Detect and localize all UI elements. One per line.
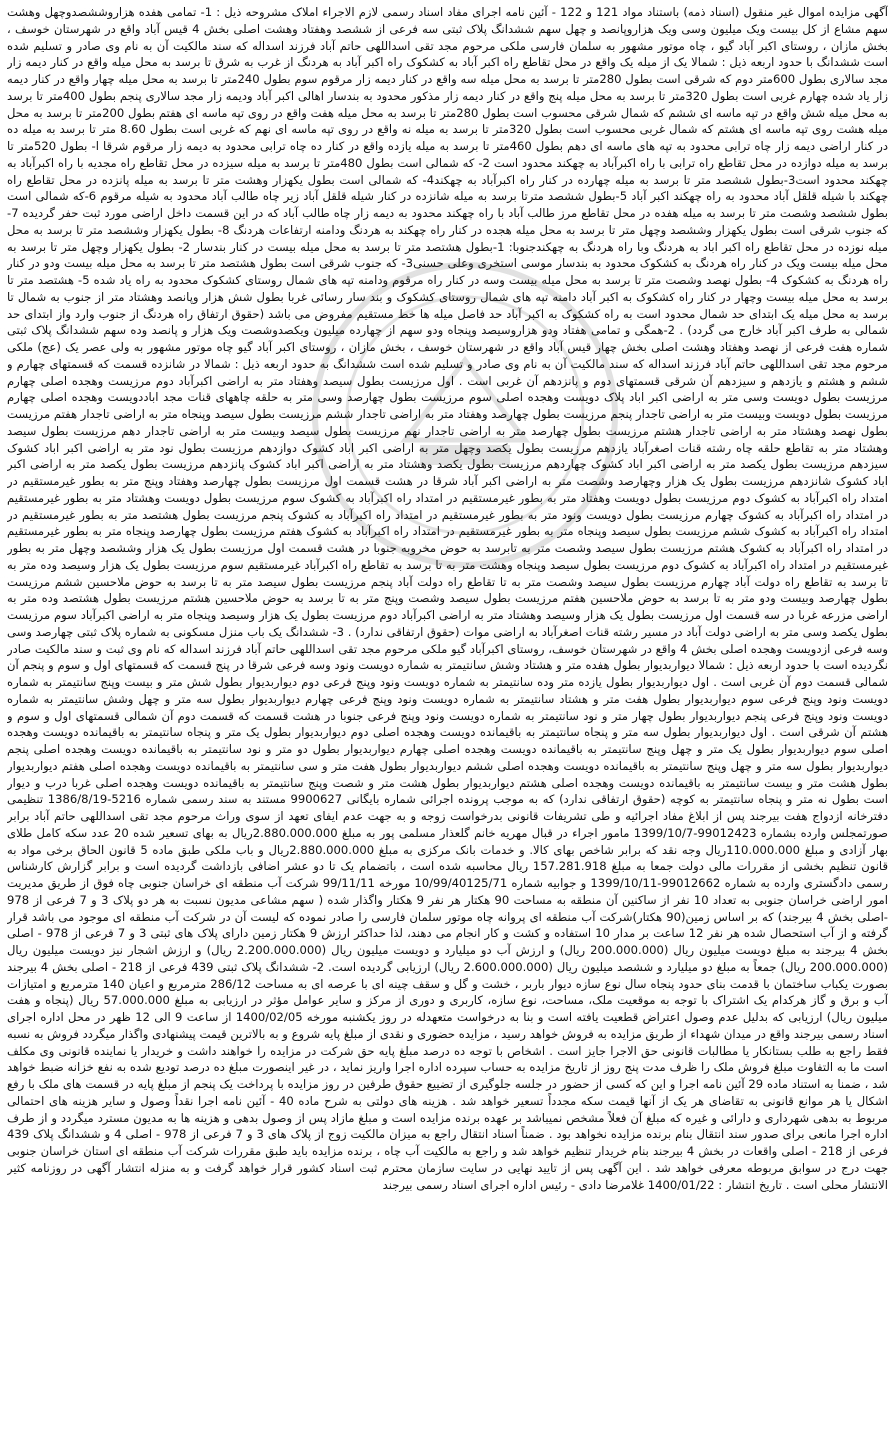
notice-body-text: آگهی مزایده اموال غیر منقول (اسناد ذمه) باستناد مواد 121 و 122 - آئین نامه اجرای مفاد اسناد رسمی لازم الاجراء املاک مشروحه ذیل : 1- تمامی هفده هزاروششصدوچهل وهشت سهم مشاع از کل بیست ویک میلیون وسی ویک هزاروپانصد و چهل سهم ششدانگ پلاک ثبتی سه فرعی از ششصد وهفتاد وهشت اصلی بخش 4 قیس آباد واقع در شهرستان خوسف ، بخش مازان ، روستای اکبر آباد گیو ، چاه موتور مشهور به سلمان فارسی ملکی مرحوم مجد تقی اسداللهی حاتم آباد فرزند اسداله که سند مالکیت آن به نام وی صادر و تسلیم شده است ششدانگ با حدود اربعه ذیل : شمالا یک از میله یک واقع در محل تقاطع راه اکبر آباد به کشکوک راه اکبر آباد به هردنگ از غرب به شرق تا برسد به محل میله واقع در کنار دیمه زار مجد سالاری بطول 600متر دوم که شرقی است بطول 280متر تا برسد به محل میله سه واقع در کنار دیمه زار مرقوم سوم بطول 240متر تا برسد به محل میله چهار واقع در کنار دیمه زار یاد شده چهارم غربی است بطول 320متر تا برسد به محل میله پنج واقع در کنار دیمه زار مذکور محدود به بندسار اهالی اکبر آباد ودیمه زار مجد سالاری پنجم بطول 400متر تا برسد به محل میله شش واقع در تپه ماسه ای ششم که شمال شرقی محسوب است بطول 280متر تا برسد به محل میله هفت واقع در روی تپه ماسه ای هفتم بطول 200متر تا برسد به محل میله هشت روی تپه ماسه ای هشتم که شمال غربی محسوب است بطول 320متر تا برسد به میله نه واقع در روی تپه ماسه ای نهم که غربی است بطول 8.60 متر تا برسد به میله ده در کنار اراضی دیمه زار چاه ترابی محدود به تپه های ماسه ای دهم بطول 460متر تا برسد به میله یازده واقع در کنار ده چاه ترابی محدود به دیمه زار مرقوم شرقا ا- بطول 520متر تا برسد به میله دوازده در محل تقاطع راه ترابی با راه اکبرآباد به چهکند محدود است 2- که شمالی است بطول 480متر تا برسد به میله سیزده در محل تقاطع راه مجدیه با راه اکبرآباد به چهکند محدود است3-بطول ششصد متر تا برسد به میله چهارده در کنار راه اکبرآباد به چهکند4- که شمالی است بطول یکهزار وهشت متر تا برسد به میله پانزده در محل تقاطع راه چهکند با شیله قلقل آباد محدود به راه چهکند اکبر آباد 5-بطول ششصد مترتا برسد به میله شانزده در کنار شیله قلقل آباد زیر چاه طالب آباد محدود به شیله مرقوم 6-که شمالی است بطول ششصد وشصت متر تا برسد به میله هفده در محل تقاطع مرز طالب آباد با راه چهکند محدود به دیمه زار چاه طالب آباد که در این قسمت داخل اراضی مورد ثبت حفر گردیده 7- که جنوب شرقی است بطول یکهزار وششصد وچهل متر تا برسد به محل میله هجده در کنار راه چهکند به هردنگ ودامنه ارتفاعات هردنگ 8- بطول یکهزار وششصد متر تا برسد به محل میله نوزده در محل تقاطع راه اکبر اباد به هردنگ وبا راه هردنگ به چهکندجنوبا: 1-بطول هشتصد متر تا برسد به محل میله بیست در کنار بندسار 2- بطول یکهزار وچهل متر تا برسد به محل میله بیست ویک در کنار راه هردنگ به کشکوک محدود به بندسار موسی استخری وعلی حسنی3- که جنوب شرقی است بطول هشتصد متر تا برسد به محل میله بیست ودو در کنار راه هردنگ به کشکوک 4- بطول نهصد وشصت متر تا برسد به محل میله بیست وسه در کنار راه مرقوم ودامنه تپه های شمال روستای کشکوک محدود به راه یاد شده 5- هشتصد متر تا برسد به محل میله بیست وچهار در کنار راه کشکوک به اکبر آباد دامنه تپه های شمال روستای کشکوک و بند سار رسائی غربا بطول شش هزار وپانصد وهشتاد متر از جنوب به شمال تا برسد به محل میله یک ابتدای حد شمال محدود است به راه کشکوک به اکبر آباد حد فاصل میله ها خط مستقیم مفروض می باشد (حقوق ارتفاق راه هردنگ از جنوب وارد واز ابتدای حد شمالی به طرف اکبر آباد خارج می گردد) . 2-همگی و تمامی هفتاد ودو هزاروسیصد وپنجاه ودو سهم از چهارده میلیون ویکصدوشصت ویک هزار و پانصد وده سهم ششدانگ پلاک ثبتی شماره هفت فرعی از نهصد وهفتاد وهشت اصلی بخش چهار قیس آباد واقع در شهرستان خوسف ، بخش مازان ، روستای اکبر آباد گیو چاه موتور مشهور به ولی عصر یک (عج) ملکی مرحوم مجد تقی اسداللهی حاتم آباد فرزند اسداله که سند مالکیت آن به نام وی صادر و تسلیم شده است ششدانگ به حدود اربعه ذیل : شمالا در شانزده قسمت که قسمتهای چهارم و ششم و هشتم و یازدهم و سیزدهم آن شرقی قسمتهای دوم و پانزدهم آن غربی است . اول مرزیست بطول سیصد وهفتاد متر به اراضی اکبرآباد دوم مرزیست وهجده اصلی چهارم مرزیست بطول دویست وسی متر به اراضی اکبر اباد پلاک دویست وهجده اصلی سوم مرزیست بطول چهارصد وسی متر به حلقه چاههای قنات مجد اباددویست وهجده اصلی چهارم مرزیست بطول دویست وبیست متر به اراضی تاجدار پنجم مرزیست بطول چهارصد وهفتاد متر به اراضی تاجدار ششم مرزیست بطول سیصد وپنجاه متر به اراضی تاجدار هفتم مرزیست بطول نهصد وهشتاد متر به اراضی تاجدار هشتم مرزیست بطول چهارصد متر به اراضی تاجدار نهم مرزیست بطول سیصد وبیست متر به اراضی تاجدار دهم مرزیست بطول سیصد وهشتاد متر به تقاطع حلقه چاه رشته قنات اصغرآباد یازدهم مرزیست بطول یکصد وچهل متر به اراضی اکبر اباد کشوک دوازدهم مرزیست بطول نود متر به اراضی اکبر اباد کشوک سیزدهم مرزیست بطول یکصد متر به اراضی اکبر اباد کشوک چهاردهم مرزیست بطول یکصد وهشتاد متر به اراضی اکبر اباد کشوک پانزدهم مرزیست بطول یکصد متر به اراضی اکبر اباد کشوک شانزدهم مرزیست بطول یک هزار وچهارصد وشصت متر به اراضی اکبر آباد شرقا در هشت قسمت اول مرزیست بطول چهارصد وهفتاد وپنج متر به بطور غیرمستقیم در امتداد راه اکبرآباد به کشوک دوم مرزیست بطول دویست وهفتاد متر به بطور غیرمستقیم در امتداد راه اکبرآباد به کشوک سوم مرزیست بطول دویست وهشتاد متر به بطور غیرمستقیم در امتداد راه اکبرآباد به کشوک چهارم مرزیست بطول دویست ونود متر به بطور غیرمستقیم در امتداد راه اکبرآباد به کشوک پنجم مرزیست بطول هشتصد متر به بطور غیرمستقیم در امتداد راه اکبرآباد به کشوک ششم مرزیست بطول سیصد وپنجاه متر به بطور غیرمستقیم در امتداد راه اکبرآباد به کشوک هفتم مرزیست بطول چهارصد وپنجاه متر به بطور غیرمستقیم در امتداد راه اکبرآباد به کشوک هشتم مرزیست بطول سیصد وشصت متر به تابرسد به حوض مخروبه جنوبا در هشت قسمت اول مرزیست بطول یک هزار وششصد وچهل متر به بطور غیرمستقیم در امتداد راه اکبرآباد به کشوک دوم مرزیست بطول سیصد وپنجاه وهشت متر به تا برسد به تقاطع راه اکبرآباد غیرمستقیم سوم مرزیست بطول یک هزار وسیصد وده متر به تا برسد به تقاطع راه دولت آباد چهارم مرزیست بطول سیصد وشصت متر به تا تقاطع راه دولت آباد پنجم مرزیست بطول سیصد متر به تا برسد به حوض ملاحسین ششم مرزیست بطول چهارصد وبیست ودو متر به تا برسد به حوض ملاحسین هفتم مرزیست بطول سیصد وشصت وپنج متر به تا برسد به حوض ملاحسین هشتم مرزیست بطول هشتصد وده متر به اراضی مزرعه غربا در سه قسمت اول مرزیست بطول یک هزار وسیصد وهشتاد متر به اراضی اکبرآباد دوم مرزیست بطول یک هزار وسیصد وپنجاه متر به اراضی اکبرآباد سوم مرزیست بطول یکصد وسی متر به اراضی دولت آباد در مسیر رشته قنات اصغرآباد به اراضی موات (حقوق ارتفاقی ندارد) . 3- ششدانگ یک باب منزل مسکونی به شماره پلاک ثبتی چهارصد وسی وسه فرعی ازدویست وهجده اصلی بخش 4 واقع در شهرستان خوسف، روستای اکبرآباد گیو ملکی مرحوم مجد تقی اسداللهی حاتم آباد فرزند اسداله که نام وی ثبت و سند مالکیت صادر نگردیده است با حدود اربعه ذیل : شمالا دیواربدیوار بطول هفده متر و هشتاد وشش سانتیمتر به شماره دویست ونود وسه فرعی شرقا در پنج قسمت که قسمتهای اول و سوم و پنجم آن شمالی قسمت دوم آن غربی است . اول دیواربدیوار بطول یازده متر وده سانتیمتر به شماره دویست ونود وپنج فرعی دوم دیواربدیوار بطول شش متر و بیست وپنج سانتیمتر به شماره دویست ونود وپنج فرعی سوم دیواربدیوار بطول هفت متر و هشتاد سانتیمتر به شماره دویست ونود وپنج فرعی چهارم دیواربدیوار بطول سه متر و چهل وشش سانتیمتر به شماره دویست ونود وپنج فرعی پنجم دیواربدیوار بطول چهار متر و نود سانتیمتر به شماره دویست ونود وپنج فرعی جنوبا در هشت قسمت که قسمت دوم آن شمالی قسمتهای اول و سوم و هشتم آن شرقی است . اول دیواربدیوار بطول سه متر و پنجاه سانتیمتر به باقیمانده دویست وهجده اصلی دوم دیواربدیوار بطول یک متر و پنجاه سانتیمتر به باقیمانده دویست وهجده اصلی سوم دیواربدیوار بطول یک متر و چهل وپنج سانتیمتر به باقیمانده دویست وهجده اصلی چهارم دیواربدیوار بطول دو متر و نود سانتیمتر به باقیمانده دویست وهجده اصلی پنجم دیواربدیوار بطول سه متر و چهل وپنج سانتیمتر به باقیمانده دویست وهجده اصلی ششم دیواربدیوار بطول هفت متر و سی سانتیمتر به باقیمانده دویست وهجده اصلی هفتم دیواربدیوار بطول هشت متر و بیست سانتیمتر به باقیمانده دویست وهجده اصلی هشتم دیواربدیوار بطول هشت متر و شصت وپنج سانتیمتر به باقیمانده دویست وهجده اصلی غربا درب و دیوار است بطول نه متر و پنجاه سانتیمتر به کوچه (حقوق ارتفاقی ندارد) که به موجب پرونده اجرائی شماره بایگانی 9900627 مستند به سند رسمی شماره 5216-1386/8/19 تنظیمی دفترخانه ازدواج هفت بیرجند پس از ابلاغ مفاد اجرائیه و طی تشریفات قانونی بدرخواست زوجه و به جهت عدم ایفای تعهد از سوی وراث مرحوم مجد تقی اسداللهی حاتم آباد برابر صورتمجلس وارده بشماره 99012423-1399/10/7 مامور اجراء در قبال مهریه خانم گلعذار مسلمی پور به مبلغ 2.880.000.000ریال به بهای تسعیر شده 20 عدد سکه کامل طلای بهار آزادی و مبلغ 110.000.000ریال وجه نقد که برابر شاخص بهای کالا. و خدمات بانک مرکزی به مبلغ 2.880.000.000ریال و باب ملکی طبق ماده 5 قانون الحاق برخی مواد به قانون تنظیم بخشی از مقررات مالی دولت جمعا به مبلغ 157.281.918 ریال محاسبه شده است ، باتضمام یک تا دو عشر اضافی بازداشت گردیده است و برابر گزارش کارشناس رسمی دادگستری وارده به شماره 99012662-1399/10/11 و جوابیه شماره 10/99/40125/71 مورخه 99/11/11 شرکت آب منطقه ای خراسان جنوبی چاه فوق از طریق مدیریت امور اراضی خراسان جنوبی به تعداد 10 نفر از ساکنین آن منطقه به مساحت 90 هکتار هر نفر 9 هکتار واگذار شده ( سهم مشاعی مدیون نسبت به هر دو پلاک 3 و 7 فرعی از 978 -اصلی بخش 4 بیرجند) که بر اساس زمین(90 هکتار)شرکت آب منطقه ای پروانه چاه موتور سلمان فارسی را صادر نموده که لیست آن در شرکت آب منطقه ای موجود می باشد قرار گرفته و از آب استحصال شده هر نفر 12 ساعت بر مدار 10 استفاده و کشت و کار انجام می دهند، لذا حداکثر ارزش 9 هکتار زمین دارای پلاک های ثبتی 3 و 7 فرعی از 978 - اصلی بخش 4 بیرجند به مبلغ دویست میلیون ریال (200.000.000 ریال) و ارزش آب دو میلیارد و دویست میلیون ریال (2.200.000.000 ریال) و ارزش اشجار نیز دویست میلیون ریال (200.000.000 ریال) جمعاً به مبلغ دو میلیارد و ششصد میلیون ریال (2.600.000.000 ریال) ارزیابی گردیده است. 2- ششدانگ پلاک ثبتی 439 فرعی از 218 - اصلی بخش 4 بیرجند بصورت یکباب ساختمان با قدمت بنای حدود پنجاه سال نوع سازه دیوار باربر ، خشت و گل و سقف چینه ای با عرصه ای به مساحت 286/12 مترمربع و اعیان 140 مترمربع و امتیازات آب و برق و گاز هرکدام یک اشتراک با توجه به موقعیت ملک، مساحت، نوع سازه، کاربری و دوری از مرکز و سایر عوامل مؤثر در ارزیابی به مبلغ 57.000.000 ریال (پنجاه و هفت میلیون ریال) ارزیابی که بدلیل عدم وصول اعتراض قطعیت یافته است و بنا به درخواست متعهدله در روز یکشنبه مورخه 1400/02/05 از ساعت 9 الی 12 ظهر در محل اداره اجرای اسناد رسمی بیرجند واقع در میدان شهداء از طریق مزایده به فروش خواهد رسید ، مزایده حضوری و نقدی از مبلغ پایه شروع و به بالاترین قیمت پیشنهادی واگذار میگردد فروش به نسبه فقط راجع به طلب بستانکار یا مطالبات قانونی حق الاجرا جایز است . اشخاص با توجه ده درصد مبلغ پایه حق شرکت در مزایده را خواهند داشت و خریدار یا نماینده قانونی وی مکلف است ما به التفاوت مبلغ فروش ملک را ظرف مدت پنج روز از تاریخ مزایده به حساب سپرده اداره اجرا واریز نماید ، در غیر اینصورت مبلغ ده درصد تودیع شده به نفع خزانه ضبط خواهد شد ، ضمنا به استناد ماده 29 آئین نامه اجرا و این که کسی از حضور در جلسه جلوگیری از تضییع حقوق طرفین در روز مزایده با پرداخت یک پنجم از مبلغ پایه در قسمت های ملک با رفع اشکال یا هر موانع قانونی به تقاضای هر یک از آنها قیمت سکه مجدداً تسعیر خواهد شد . هزینه های دولتی به شرح ماده 40 - آئین نامه اجرا نقداً وصول و سایر هزینه های احتمالی مربوط به بدهی شهرداری و دارائی و غیره که مبلغ آن فعلاً مشخص نمیباشد بر عهده برنده مزایده است و مبلغ مازاد پس از وصول بدهی و هزینه ها به مدیون مسترد میگردد و از طرف اداره اجرا مانعی برای صدور سند انتقال بنام برنده مزایده نخواهد بود . ضمناً اسناد انتقال راجع به میزان مالکیت زوج از پلاک های 3 و 7 فرعی از 978 - اصلی 4 و ششدانگ پلاک 439 فرعی از 218 - اصلی واقعات در بخش 4 بیرجند بنام خریدار تنظیم خواهد شد و راجع به مالکیت آب چاه ، برنده مزایده باید طبق مقررات شرکت آب منطقه ای استان خراسان جنوبی جهت درج در سوابق مربوطه معرفی خواهد شد . این آگهی پس از تایید نهایی در سایت سازمان محترم ثبت اسناد کشور قرار خواهد گرفت و به منزله انتشار آگهی در روزنامه کثیر الانتشار محلی است . تاریخ انتشار : 1400/01/22 غلامرضا دادی - رئیس اداره اجرای اسناد رسمی بیرجند [7, 5, 888, 1192]
auction-notice-document [7, 4, 888, 1447]
